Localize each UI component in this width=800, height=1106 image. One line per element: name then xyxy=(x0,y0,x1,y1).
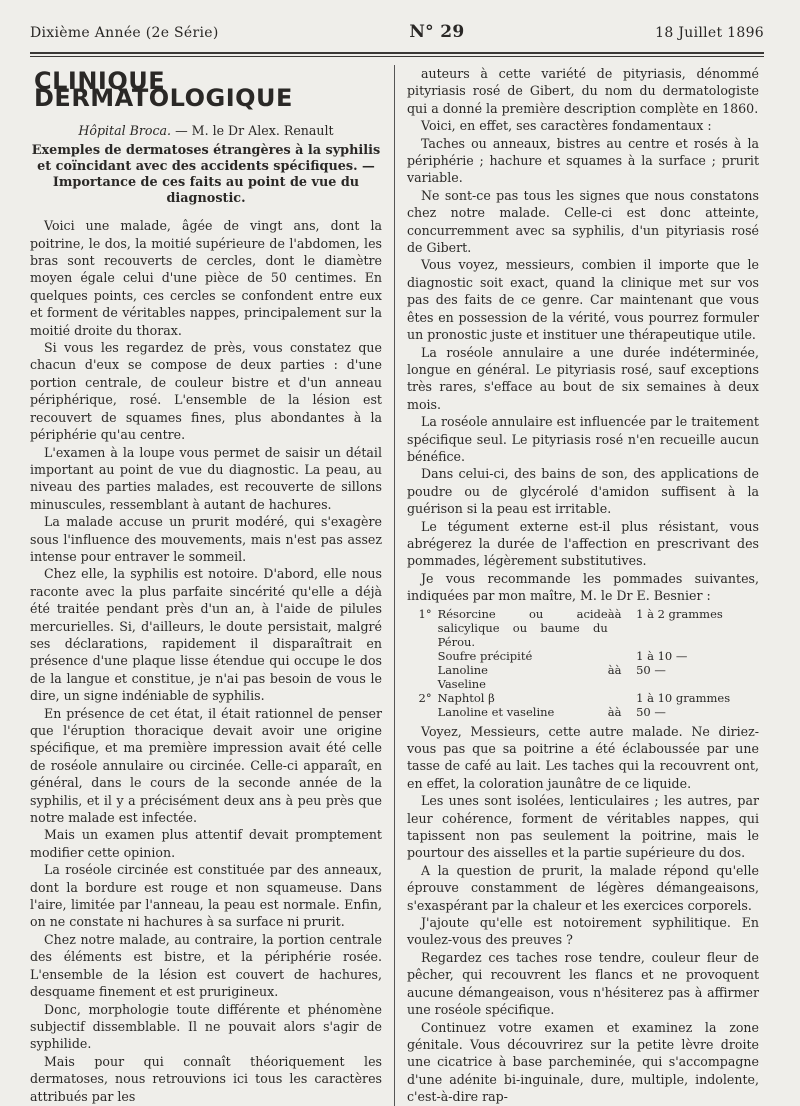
prescription-dose: 50 — xyxy=(636,704,666,719)
paragraph: Chez notre malade, au contraire, la portion centrale des éléments est bistre, et la périphérie rosée. L'ensemble de la lésion est couvert de hachures, desquame finement et est prurigineux. xyxy=(30,931,382,1000)
prescription-row xyxy=(407,649,759,663)
prescription-num: 1° xyxy=(418,606,432,621)
prescription-row xyxy=(407,691,759,705)
paragraph: Donc, morphologie toute différente et phénomène subjectif dissemblable. Il ne pouvait alors s'agir de syphilide. xyxy=(30,1001,382,1052)
prescription-name: Soufre précipité xyxy=(437,648,533,663)
prescription-dose xyxy=(636,677,759,691)
right-paragraphs-a xyxy=(407,65,759,605)
prescription-qty xyxy=(608,677,636,691)
paragraph: A la question de prurit, la malade répond qu'elle éprouve constamment de légères démangeaisons, s'exaspérant par la chaleur et les exercices corporels. xyxy=(407,862,759,913)
paragraph: Voyez, Messieurs, cette autre malade. Ne diriez-vous pas que sa poitrine a été éclaboussée par une tasse de café au lait. Les taches qui la recouvrent ont, en effet, la coloration jaunâtre de ce liquide. xyxy=(407,723,759,791)
paragraph: J'ajoute qu'elle est notoirement syphilitique. En voulez-vous des preuves ? xyxy=(407,915,759,948)
prescription-num xyxy=(407,649,438,663)
prescription-list xyxy=(407,607,759,719)
prescription-name: Vaseline xyxy=(437,676,486,691)
paragraph: Continuez votre examen et examinez la zone génitale. Vous découvrirez sur la petite lèvre droite une cicatrice à base parcheminée, qui s'accompagne d'une adénite bi-inguinale, dure, multiple, indolente, c'est-à-dire rap- xyxy=(407,1019,759,1105)
paragraph: Ne sont-ce pas tous les signes que nous constatons chez notre malade. Celle-ci est donc atteinte, concurremment avec sa syphilis, d'un pityriasis rosé de Gibert. xyxy=(407,187,759,256)
page-header xyxy=(30,22,764,42)
prescription-num xyxy=(407,705,438,719)
article-title: CLINIQUE DERMATOLOGIQUE xyxy=(34,67,293,113)
prescription-dose: 1 à 10 — xyxy=(636,648,688,663)
paragraph: Dans celui-ci, des bains de son, des applications de poudre ou de glycérolé d'amidon suffisent à la guérison si la peau est irritable. xyxy=(407,466,759,517)
prescription-row xyxy=(407,705,759,719)
paragraph: La roséole annulaire a une durée indéterminée, longue en général. Le pityriasis rosé, sauf exceptions très rares, s'efface au bout de six semaines à deux mois. xyxy=(407,344,759,412)
prescription-qty: àà xyxy=(607,606,622,621)
header-rule-thin xyxy=(30,56,764,57)
paragraph: Vous voyez, messieurs, combien il importe que le diagnostic soit exact, quand la clinique met sur vos pas des faits de ce genre. Car maintenant que vous êtes en possession de la vérité, vous pourrez formuler un pronostic juste et instituer une thérapeutique utile. xyxy=(407,257,759,343)
prescription-row xyxy=(407,663,759,677)
prescription-num xyxy=(407,663,438,677)
header-date: 18 Juillet 1896 xyxy=(655,25,764,41)
article-subtitle: Exemples de dermatoses étrangères à la syphilis et coïncidant avec des accidents spécifiques. — Importance de ces faits au point de vue du diagnostic. xyxy=(31,143,381,207)
paragraph: La roséole annulaire est influencée par le traitement spécifique seul. Le pityriasis rosé n'en recueille aucun bénéfice. xyxy=(407,414,759,464)
byline-place: Hôpital Broca. xyxy=(78,122,172,138)
byline-author: — M. le Dr Alex. Renault xyxy=(175,122,334,138)
paragraph: Voici, en effet, ses caractères fondamentaux : xyxy=(421,118,712,134)
prescription-name: Naphtol β xyxy=(437,690,495,705)
prescription-name: Lanoline xyxy=(437,662,488,677)
paragraph: Si vous les regardez de près, vous constatez que chacun d'eux se compose de deux parties : d'une portion centrale, de couleur bistre et d'un anneau périphérique, rosé. L'ensemble de la lésion est recouvert de squames fines, plus abondantes à la périphérie qu'au centre. xyxy=(30,340,382,443)
paragraph: Regardez ces taches rose tendre, couleur fleur de pêcher, qui recouvrent les flancs et ne provoquent aucune démangeaison, vous n'hésiterez pas à affirmer une roséole spécifique. xyxy=(407,949,759,1018)
prescription-num: 2° xyxy=(418,690,432,705)
paragraph: Mais un examen plus attentif devait promptement modifier cette opinion. xyxy=(30,827,382,860)
prescription-qty: àà xyxy=(607,662,622,677)
paragraph: En présence de cet état, il était rationnel de penser que l'éruption thoracique devait avoir une origine spécifique, et ma première impression avait été celle de roséole annulaire ou circinée. Celle-ci apparaît, en général, dans le cours de la seconde année de la syphilis, et il y a précisément deux ans à peu près que notre malade est infectée. xyxy=(30,705,382,826)
paragraph: Les unes sont isolées, lenticulaires ; les autres, par leur cohérence, forment de véritables nappes, qui tapissent non pas seulement la poitrine, mais le pourtour des aisselles et la partie supérieure du dos. xyxy=(407,793,759,861)
header-edition: Dixième Année (2e Série) xyxy=(30,25,219,41)
paragraph: Je vous recommande les pommades suivantes, indiquées par mon maître, M. le Dr E. Besnier : xyxy=(407,570,759,604)
right-paragraphs-b xyxy=(407,723,759,1106)
paragraph: Voici une malade, âgée de vingt ans, dont la poitrine, le dos, la moitié supérieure de l'abdomen, les bras sont recouverts de cercles, dont le diamètre moyen égale celui d'une pièce de 50 centimes. En quelques points, ces cercles se confondent entre eux et forment de véritables nappes, principalement sur la moitié droite du thorax. xyxy=(30,218,382,338)
paragraph: Le tégument externe est-il plus résistant, vous abrégerez la durée de l'affection en prescrivant des pommades, légèrement substitutives. xyxy=(407,518,759,569)
header-issue-number: N° 29 xyxy=(409,22,465,42)
header-rule xyxy=(30,52,764,54)
prescription-qty xyxy=(608,691,636,705)
left-paragraphs xyxy=(30,217,382,1105)
prescription-dose: 1 à 10 grammes xyxy=(636,690,731,705)
prescription-row xyxy=(407,607,759,649)
prescription-num xyxy=(407,677,438,691)
prescription-row xyxy=(407,677,759,691)
right-column xyxy=(395,65,759,1106)
paragraph: Mais pour qui connaît théoriquement les dermatoses, nous retrouvions ici tous les caractères attribués par les xyxy=(30,1053,382,1104)
prescription-name: Lanoline et vaseline xyxy=(437,704,555,719)
prescription-qty: àà xyxy=(607,704,622,719)
paragraph: La malade accuse un prurit modéré, qui s'exagère sous l'influence des mouvements, mais n'est pas assez intense pour entraver le sommeil. xyxy=(30,514,382,564)
article-columns xyxy=(30,65,764,1106)
left-column xyxy=(30,65,395,1106)
paragraph: auteurs à cette variété de pityriasis, dénommé pityriasis rosé de Gibert, du nom du dermatologiste qui a donné la première description complète en 1860. xyxy=(407,66,759,116)
paragraph: Chez elle, la syphilis est notoire. D'abord, elle nous raconte avec la plus parfaite sincérité qu'elle a déjà été traitée pendant près d'un an, à l'aide de pilules mercurielles. Si, d'ailleurs, le doute persistait, malgré ses déclarations, rapidement il disparaîtrait en présence d'une plaque lisse étendue qui occupe le dos de la langue et constitue, je n'ai pas besoin de vous le dire, un signe indéniable de syphilis. xyxy=(30,566,382,704)
paragraph: La roséole circinée est constituée par des anneaux, dont la bordure est rouge et non squameuse. Dans l'aire, limitée par l'anneau, la peau est normale. Enfin, on ne constate ni hachures à sa surface ni prurit. xyxy=(30,862,382,930)
article-byline xyxy=(30,122,382,139)
prescription-qty xyxy=(608,649,636,663)
prescription-dose: 50 — xyxy=(636,662,666,677)
prescription-name: Résorcine ou acide salicylique ou baume du Pérou. xyxy=(437,606,608,649)
paragraph: Taches ou anneaux, bistres au centre et rosés à la périphérie ; hachure et squames à la surface ; prurit variable. xyxy=(407,135,759,186)
prescription-dose: 1 à 2 grammes xyxy=(636,606,723,621)
paragraph: L'examen à la loupe vous permet de saisir un détail important au point de vue du diagnostic. La peau, au niveau des parties malades, est recouverte de sillons minuscules, ressemblant à autant de hachures. xyxy=(30,444,382,512)
